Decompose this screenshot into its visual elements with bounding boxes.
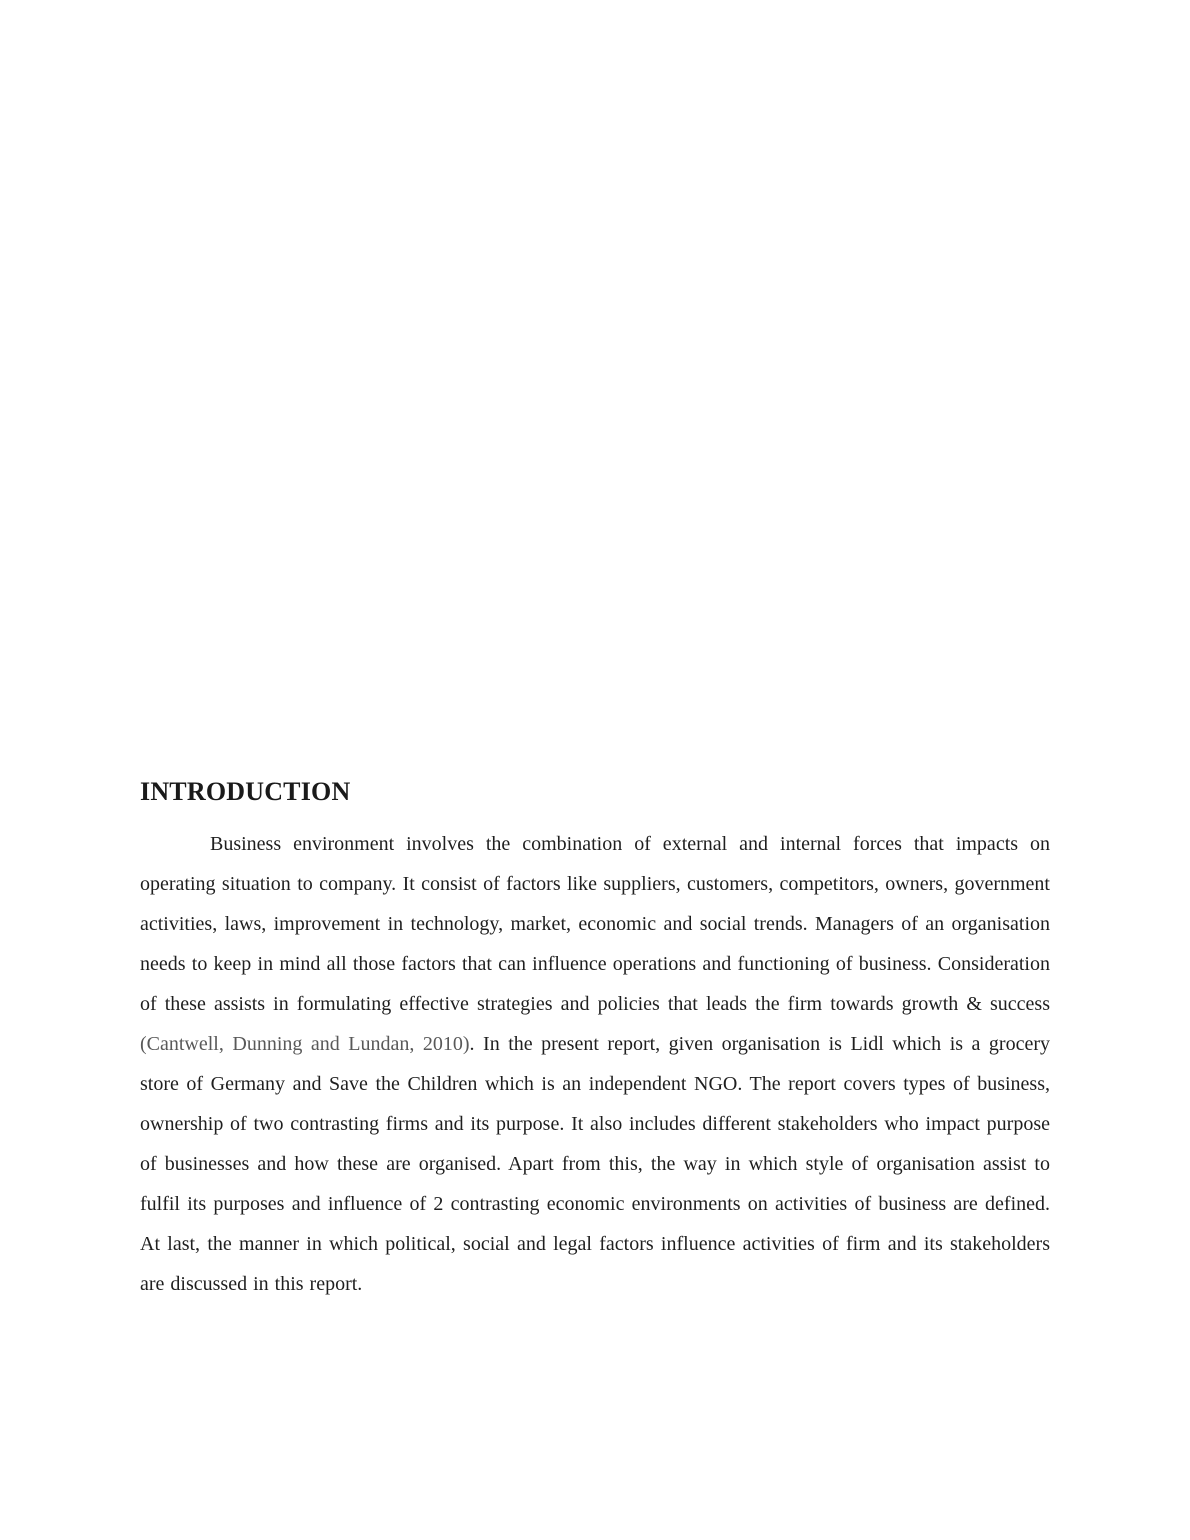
citation-text: (Cantwell, Dunning and Lundan, 2010)	[140, 1033, 470, 1055]
page-content	[140, 776, 1050, 1304]
paragraph-text-start: Business environment involves the combination of external and internal forces that impacts on operating situation to company. It consist of factors like suppliers, customers, competitors, owners, government activities, laws, improvement in technology, market, economic and social trends. Managers of an organisation needs to keep in mind all those factors that can influence operations and functioning of business. Consideration of these assists in formulating effective strategies and policies that leads the firm towards growth & success	[140, 833, 1050, 1015]
intro-paragraph	[140, 824, 1050, 1304]
section-heading: INTRODUCTION	[140, 777, 351, 806]
paragraph-text-end: . In the present report, given organisation is Lidl which is a grocery store of Germany and Save the Children which is an independent NGO. The report covers types of business, ownership of two contrasting firms and its purpose. It also includes different stakeholders who impact purpose of businesses and how these are organised. Apart from this, the way in which style of organisation assist to fulfil its purposes and influence of 2 contrasting economic environments on activities of business are defined. At last, the manner in which political, social and legal factors influence activities of firm and its stakeholders are discussed in this report.	[140, 1033, 1050, 1295]
